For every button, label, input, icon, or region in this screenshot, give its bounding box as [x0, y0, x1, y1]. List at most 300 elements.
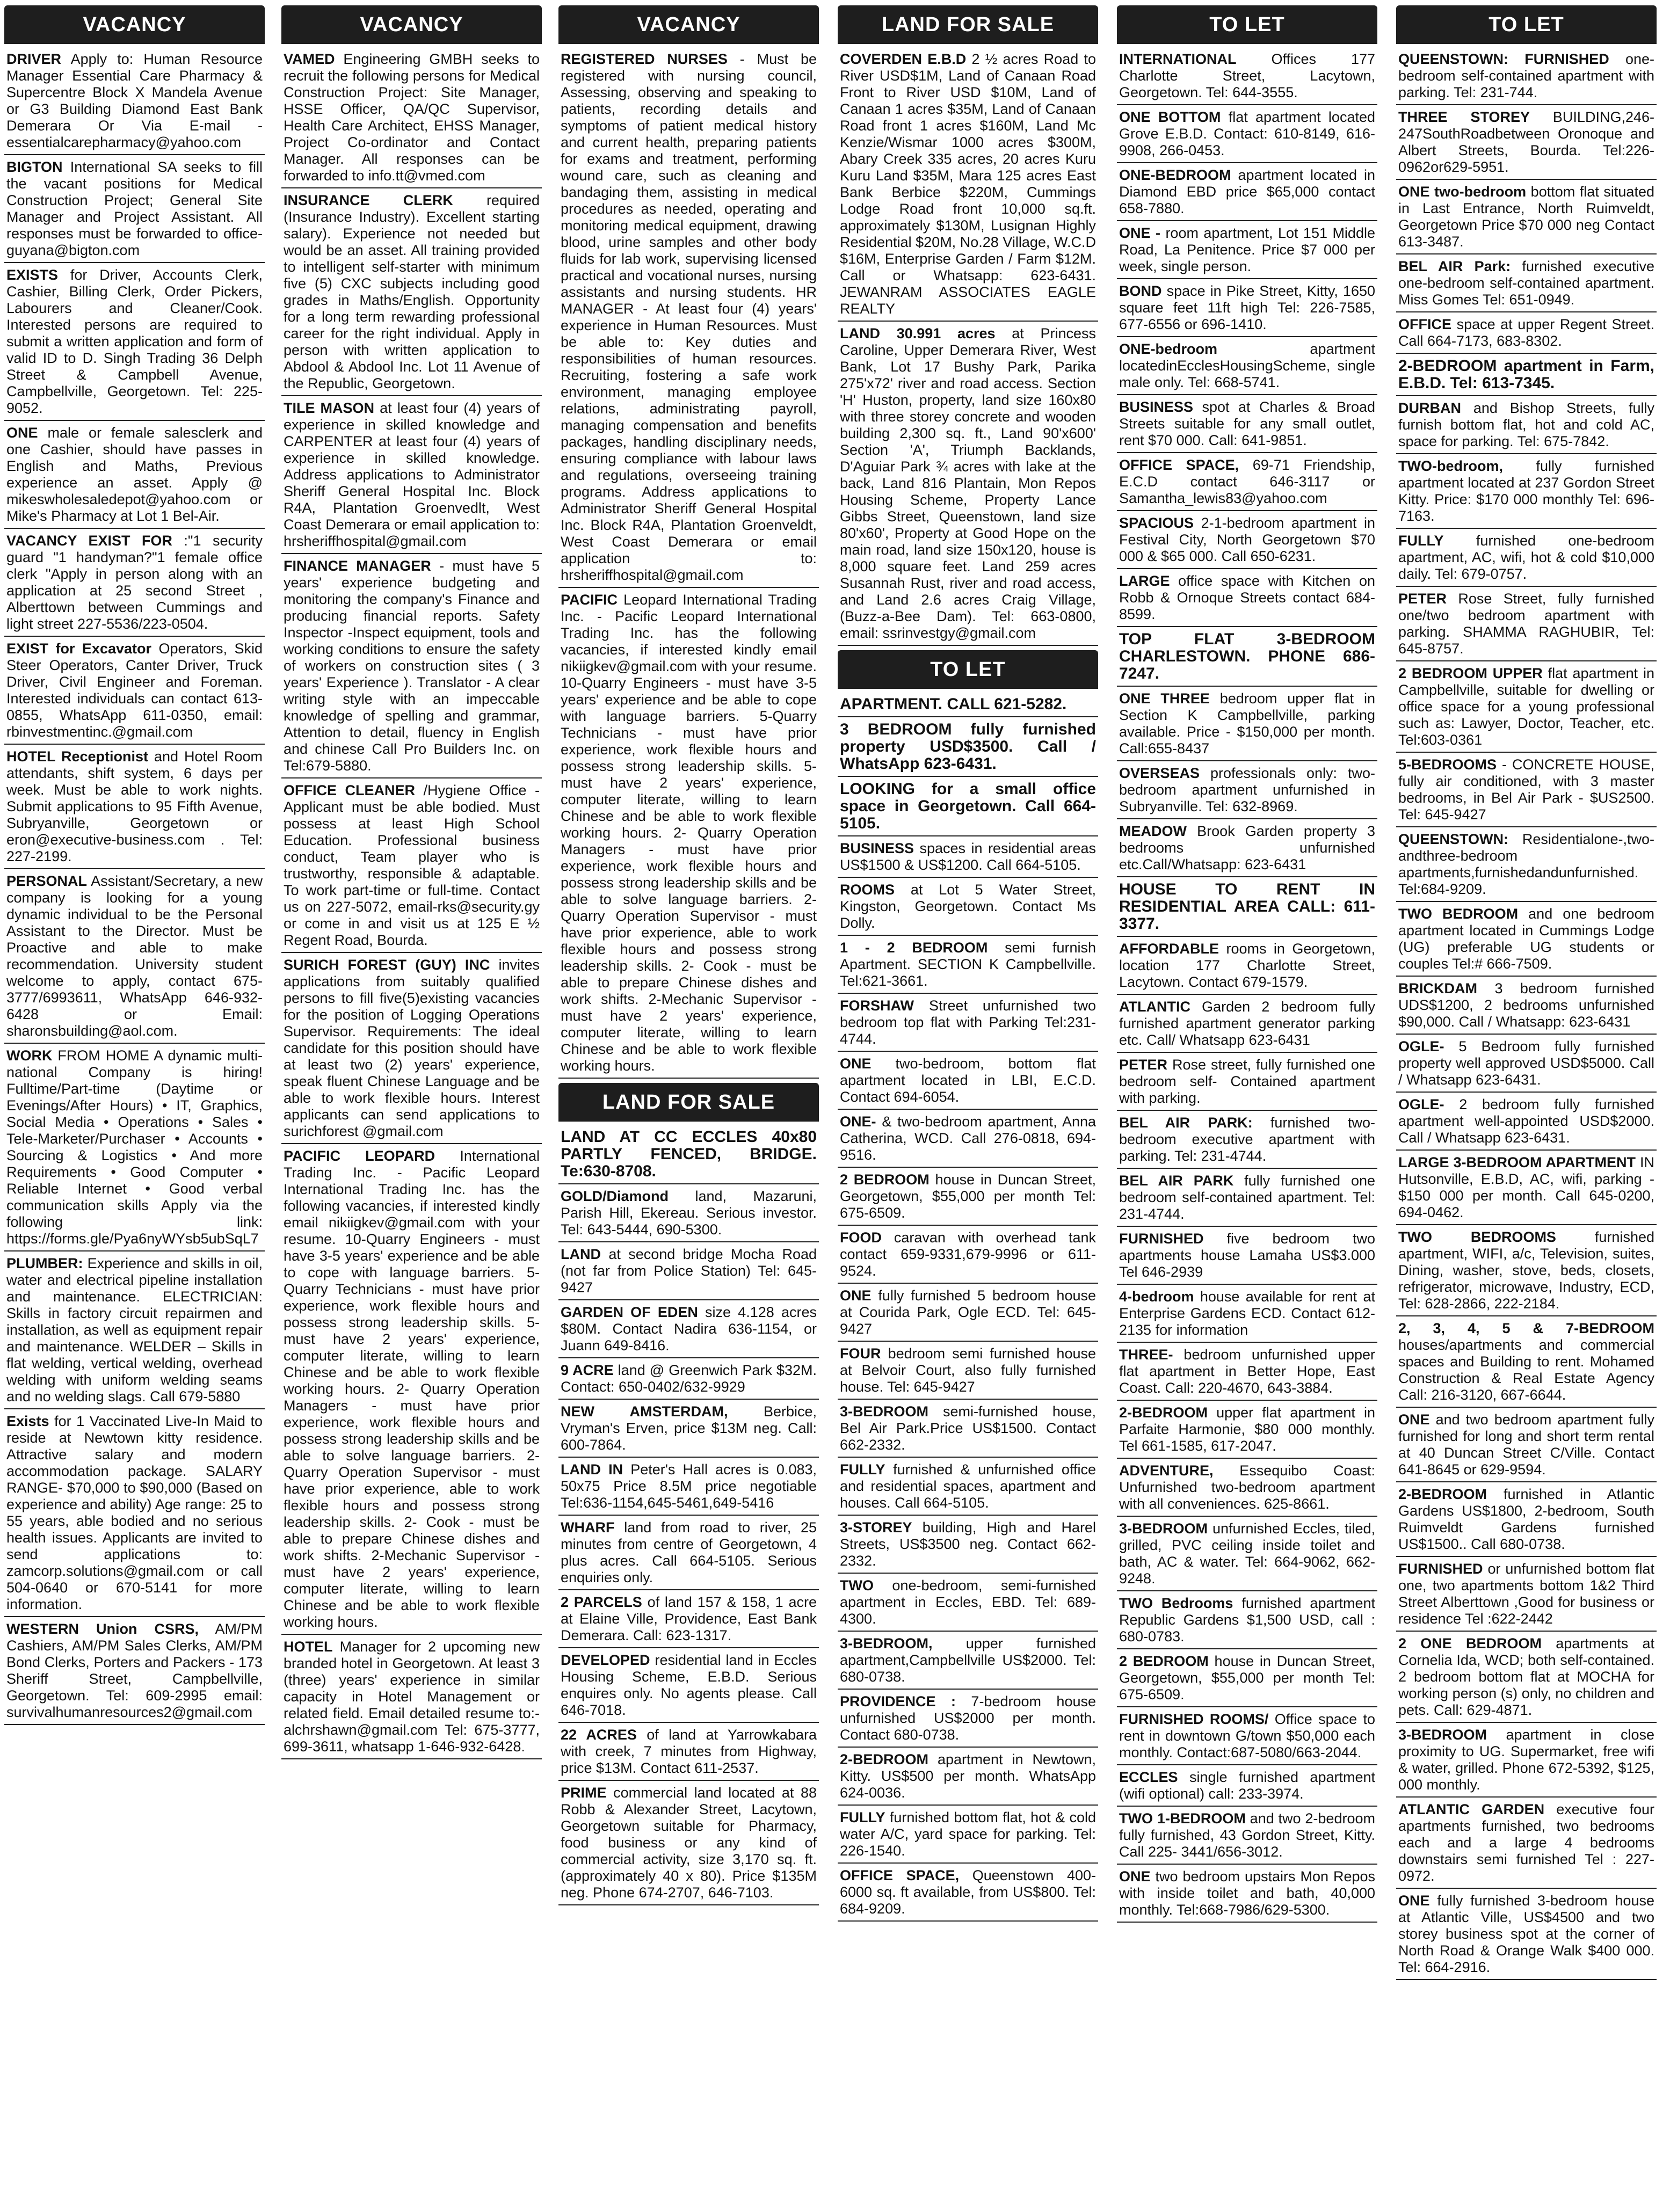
ad-lead: TWO Bedrooms [1119, 1595, 1233, 1611]
ad-text: /Hygiene Office - Applicant must be able bodied. Must possess at least High School Education. Professional business conduct, Team player who is trustworthy, responsible & adaptable. To work part-time or full-time. Contact us on 227-5072, email-rks@security.gy or come in and visit us at 125 E ½ Regent Road, Bourda. [284, 782, 540, 948]
ad-text: and Hotel Room attendants, shift system, 6 days per week. Must be able to work nights. Submit applications to 95 Fifth Avenue, Subryanville, Georgetown or eron@executive-business.com . Tel: 227-2199. [6, 748, 263, 864]
ad-text: at second bridge Mocha Road (not far from Police Station) Tel: 645-9427 [561, 1246, 817, 1296]
ad-text: invites applications from suitably qualified persons to fill five(5)existing vacancies for the position of Logging Operations Supervisor. Requirements: The ideal candidate for this position should have at least two (2) years' experience, speak fluent Chinese Language and be able to work flexible hours. Interest applicants can send applications to surichforest @gmail.com [284, 957, 540, 1139]
ad-text: Essequibo Coast: Unfurnished two-bedroom apartment with all conveniences. 625-8661. [1119, 1462, 1375, 1512]
ad-lead: DRIVER [6, 51, 62, 67]
ad-lead: 3-BEDROOM, [840, 1635, 933, 1651]
ad-text: professionals only: two-bedroom apartment unfurnished in Subryanville. Tel: 632-8969. [1119, 765, 1375, 814]
classified-ad [558, 1783, 819, 1905]
ad-text: bottom flat situated in Last Entrance, North Ruimveldt, Georgetown Price $70 000 neg Contact 613-3487. [1398, 184, 1654, 250]
ad-text: BUILDING,246-247SouthRoadbetween Oronoque and Albert Streets, Bourda. Tel:226-0962or629-5951. [1398, 109, 1654, 175]
classified-ad [4, 265, 265, 421]
classified-ad [558, 1650, 819, 1723]
ad-text: caravan with overhead tank contact 659-9331,679-9996 or 611-9524. [840, 1229, 1096, 1279]
ad-text: 69-71 Friendship, E.C.D contact 646-3117 or Samantha_lewis83@yahoo.com [1119, 457, 1375, 506]
classified-ad [1117, 397, 1377, 453]
ad-lead: PACIFIC LEOPARD [284, 1148, 435, 1164]
ad-lead: FURNISHED [1398, 1561, 1483, 1577]
ad-lead: HOTEL Receptionist [6, 748, 148, 765]
classified-ad [838, 1112, 1098, 1168]
ad-lead: BEL AIR PARK [1119, 1173, 1234, 1189]
ad-text: furnished in Atlantic Gardens US$1800, 2-bedroom, South Ruimveldt Gardens furnished US$1500.. Call 680-0738. [1398, 1486, 1654, 1552]
classified-ad [558, 1518, 819, 1590]
classified-ad [558, 1187, 819, 1242]
ad-lead: LAND IN [561, 1461, 623, 1478]
ad-lead: TOP FLAT 3-BEDROOM CHARLESTOWN. PHONE 686-7247. [1119, 630, 1375, 682]
classified-ad [838, 1634, 1098, 1690]
ad-text: spaces in residential areas US$1500 & US$1200. Call 664-5105. [840, 840, 1096, 873]
classified-ad [838, 880, 1098, 936]
classified-ad [1396, 979, 1657, 1035]
ad-text: furnished one-bedroom apartment, AC, wifi, hot & cold $10,000 daily. Tel: 679-0757. [1398, 533, 1654, 582]
section-header: TO LET [1396, 5, 1657, 44]
ad-text: and two 2-bedroom fully furnished, 43 Gordon Street, Kitty. Call 225- 3441/656-3012. [1119, 1810, 1375, 1860]
ad-lead: BUSINESS [1119, 399, 1194, 415]
classified-ad [4, 1411, 265, 1617]
ad-text: semi furnish Apartment. SECTION K Campbellville. Tel:621-3661. [840, 940, 1096, 989]
ad-lead: TWO BEDROOMS [1398, 1229, 1556, 1245]
classified-ad [1396, 356, 1657, 396]
classified-ad [1396, 182, 1657, 254]
classified-ad [1117, 281, 1377, 337]
classified-ad [838, 1750, 1098, 1806]
ad-text: Street unfurnished two bedroom top flat with Parking Tel:231-4744. [840, 998, 1096, 1047]
ad-text: building, High and Harel Streets, US$3500 neg. Contact 662-2332. [840, 1519, 1096, 1569]
ad-lead: EXIST for Excavator [6, 641, 151, 657]
ad-lead: INTERNATIONAL [1119, 51, 1237, 67]
ad-text: IN Hutsonville, E.B.D, AC, wifi, parking - $150 000 per month. Call 645-0200, 694-0462. [1398, 1154, 1654, 1220]
ad-lead: BEL AIR PARK: [1119, 1115, 1253, 1131]
classified-ad [838, 839, 1098, 878]
ad-text: executive four apartments furnished, two bedrooms each and a large 4 bedrooms downstairs semi furnished Tel : 227-0972. [1398, 1801, 1654, 1884]
ad-text: rooms in Georgetown, location 177 Charlotte Street, Lacytown. Contact 679-1579. [1119, 941, 1375, 990]
ad-text: :"1 security guard "1 handyman?"1 female office clerk "Apply in person along with an application at 25 second Street , Alberttown between Cummings and light street 227-5536/223-0504. [6, 533, 263, 632]
classified-ad [838, 779, 1098, 836]
ad-text: Residentialone-,two-andthree-bedroom apartments,furnishedandunfurnished. Tel:684-9209. [1398, 831, 1654, 897]
classified-ad [1396, 830, 1657, 902]
ad-text: land @ Greenwich Park $32M. Contact: 650-0402/632-9929 [561, 1362, 817, 1395]
ad-text: Peter's Hall acres is 0.083, 50x75 Price 8.5M price negotiable Tel:636-1154,645-5461,649-5416 [561, 1461, 817, 1511]
classified-ad [838, 1576, 1098, 1632]
ad-lead: FULLY [1398, 533, 1444, 549]
ad-text: residential land in Eccles Housing Scheme, E.B.D. Serious enquires only. No agents please. Call 646-7018. [561, 1652, 817, 1718]
ad-lead: QUEENSTOWN: FURNISHED [1398, 51, 1609, 67]
ad-text: - CONCRETE HOUSE, fully air conditioned, with 3 master bedrooms, in Bel Air Park - $US2500. Tel: 645-9427 [1398, 756, 1654, 823]
classified-ad [558, 1360, 819, 1400]
ad-text: Garden 2 bedroom fully furnished apartment generator parking etc. Call/ Whatsapp 623-6431 [1119, 999, 1375, 1048]
ad-text: size 4.128 acres $80M. Contact Nadira 636-1154, or Juann 649-8416. [561, 1304, 817, 1354]
ad-lead: 2 BEDROOM [840, 1172, 930, 1188]
classified-ad [4, 1046, 265, 1251]
classified-ad [1396, 1891, 1657, 1980]
ad-text: for 1 Vaccinated Live-In Maid to reside at Newtown kitty residence. Attractive salary and modern accommodation package. SALARY RANGE- $70,000 to $90,000 (Based on experience and ability) Age range: 25 to 55 years, able bodied and no serious health issues. Applicants are invited to send applications to: zamcorp.solutions@gmail.com or call 504-0640 or 670-5141 for more information. [6, 1413, 263, 1612]
ad-lead: 9 ACRE [561, 1362, 614, 1378]
ad-text: space in Pike Street, Kitty, 1650 square feet 11ft high Tel: 226-7585, 677-6556 or 696-1410. [1119, 283, 1375, 332]
classified-ad [281, 1637, 542, 1759]
ad-text: office space with Kitchen on Robb & Ornoque Streets contact 684-8599. [1119, 573, 1375, 622]
ad-lead: OFFICE SPACE, [1119, 457, 1239, 473]
ad-text: Queenstown 400-6000 sq. ft available, from US$800. Tel: 684-9209. [840, 1867, 1096, 1917]
classified-ad [558, 1402, 819, 1458]
ad-lead: PLUMBER: [6, 1255, 83, 1271]
ad-lead: FURNISHED ROOMS/ [1119, 1711, 1269, 1727]
section-header: TO LET [1117, 5, 1377, 44]
ad-text: house in Duncan Street, Georgetown, $55,000 per month Tel: 675-6509. [1119, 1653, 1375, 1702]
classified-ad [4, 157, 265, 263]
ad-lead: ROOMS [840, 882, 895, 898]
classified-ad [1117, 455, 1377, 511]
classified-ad [838, 1808, 1098, 1864]
ad-text: bedroom semi furnished house at Belvoir Court, also fully furnished house. Tel: 645-9427 [840, 1345, 1096, 1395]
classified-ad [1117, 1709, 1377, 1765]
ad-text: flat apartment located Grove E.B.D. Contact: 610-8149, 616-9908, 266-0453. [1119, 109, 1375, 158]
ad-lead: FINANCE MANAGER [284, 558, 431, 574]
ad-lead: ONE [1398, 1411, 1430, 1428]
ad-lead: FURNISHED [1119, 1231, 1204, 1247]
classified-ad [558, 590, 819, 1079]
ad-text: apartment located in Diamond EBD price $65,000 contact 658-7880. [1119, 167, 1375, 216]
classified-ad [1396, 904, 1657, 977]
ad-lead: HOUSE TO RENT IN RESIDENTIAL AREA CALL: 611-3377. [1119, 881, 1375, 933]
ad-text: two-bedroom, bottom flat apartment located in LBI, E.C.D. Contact 694-6054. [840, 1056, 1096, 1105]
classified-ad [1396, 1485, 1657, 1557]
classified-ad [281, 191, 542, 396]
ad-lead: LOOKING for a small office space in Georgetown. Call 664-5105. [840, 780, 1096, 832]
ad-lead: ONE [840, 1287, 872, 1304]
ad-text: Berbice, Vryman's Erven, price $13M neg. Call: 600-7864. [561, 1403, 817, 1453]
ad-lead: SURICH FOREST (GUY) INC [284, 957, 490, 973]
classified-ad [281, 955, 542, 1144]
classified-ad [1396, 398, 1657, 454]
ad-text: bedroom upper flat in Section K Campbellville, parking available. Price - $150,000 per month. Call:655-8437 [1119, 690, 1375, 756]
ad-text: 7-bedroom house unfurnished US$2000 per month. Contact 680-0738. [840, 1693, 1096, 1743]
ad-text: apartment in close proximity to UG. Supermarket, free wifi & water, grilled. Phone 672-5392, $125, 000 monthly. [1398, 1727, 1654, 1793]
ad-text: commercial land located at 88 Robb & Alexander Street, Lacytown, Georgetown suitable for Pharmacy, food business or any kind of commercial activity, size 3,170 sq. ft. (approximately 40 x 80). Price $135M neg. Phone 674-2707, 646-7103. [561, 1785, 817, 1901]
ad-lead: BEL AIR Park: [1398, 258, 1511, 274]
ad-text: and two bedroom apartment fully furnished for long and short term rental at 40 Duncan Street C/Ville. Contact 641-8645 or 629-9594. [1398, 1411, 1654, 1478]
ad-text: AM/PM Cashiers, AM/PM Sales Clerks, AM/PM Bond Clerks, Porters and Packers - 173 Sheriff Street, Campbellville, Georgetown. Tel: 609-2995 email: survivalhumanresources2@gmail.com [6, 1621, 263, 1720]
classified-ad [1117, 939, 1377, 995]
classified-ad [1117, 1171, 1377, 1227]
ad-lead: TWO 1-BEDROOM [1119, 1810, 1246, 1827]
ad-lead: ONE BOTTOM [1119, 109, 1221, 125]
ad-lead: PETER [1398, 591, 1447, 607]
ad-text: Offices 177 Charlotte Street, Lacytown, Georgetown. Tel: 644-3555. [1119, 51, 1375, 100]
ad-lead: FOUR [840, 1345, 881, 1362]
ad-lead: GOLD/Diamond [561, 1188, 669, 1204]
classified-ad [1117, 997, 1377, 1053]
classified-ad [1396, 1410, 1657, 1482]
ad-text: fully furnished 3-bedroom house at Atlantic Ville, US$4500 and two storey business spot at the corner of North Road & Orange Walk $400 000. Tel: 664-2916. [1398, 1893, 1654, 1975]
ad-text: flat apartment in Campbellville, suitable for dwelling or office space for a young professional such as: Lawyer, Doctor, Teacher, etc. Tel:603-0361 [1398, 665, 1654, 748]
classified-ad [838, 1518, 1098, 1574]
classified-ad [1396, 456, 1657, 529]
ad-lead: ATLANTIC GARDEN [1398, 1801, 1545, 1817]
ad-lead: 2 BEDROOM UPPER [1398, 665, 1543, 681]
classified-ad [1117, 1113, 1377, 1169]
ad-text: International Trading Inc. - Pacific Leopard International Trading Inc. has the following vacancies, if interested kindly email nikiigkev@gmail.com with your resume. 10-Quarry Engineers - must have 3-5 years' experience and be able to cope with language barriers. 5-Quarry Technicians - must have prior experience, work flexible hours and possess strong leadership skills. 5-must have 2 years' experience, computer literate, willing to learn Chinese and be able to work flexible working hours. 2- Quarry Operation Managers - must have prior experience, work flexible hours and possess strong leadership skills and be able to solve language barriers. 2- Quarry Operation Supervisor - must have prior experience, able to work flexible hours and possess strong leadership skills. 2- Cook - must be able to prepare Chinese dishes and work shifts. 2-Mechanic Supervisor - must have 2 years' experience, computer literate, willing to learn Chinese and be able to work flexible working hours. [284, 1148, 540, 1630]
classified-ad [1396, 1037, 1657, 1093]
ad-text: one-bedroom, semi-furnished apartment in Eccles, EBD. Tel: 689-4300. [840, 1577, 1096, 1627]
ad-lead: FORSHAW [840, 998, 914, 1014]
ad-lead: LARGE [1119, 573, 1170, 589]
classified-ad [1117, 1055, 1377, 1111]
ad-lead: OFFICE SPACE, [840, 1867, 960, 1883]
ad-lead: WHARF [561, 1519, 615, 1536]
classified-ad [1117, 1767, 1377, 1807]
classified-ad [1396, 257, 1657, 312]
ad-lead: 3-BEDROOM [840, 1403, 929, 1420]
classified-ad [1117, 629, 1377, 687]
ad-lead: 2-BEDROOM [1398, 1486, 1487, 1502]
ad-lead: 2-BEDROOM apartment in Farm, E.B.D. Tel: 613-7345. [1398, 357, 1654, 392]
classified-ad [4, 423, 265, 529]
ad-lead: PRIME [561, 1785, 607, 1801]
classified-ad [558, 1592, 819, 1648]
classified-ad [1117, 1287, 1377, 1343]
ad-text: 2-1-bedroom apartment in Festival City, North Georgetown $70 000 & $65 000. Call 650-6231. [1119, 515, 1375, 564]
ad-text: furnished apartment, WIFI, a/c, Television, suites, Dining, washer, stove, beds, closets, refrigerator, microwave, Industry, ECD, Tel: 628-2866, 222-2184. [1398, 1229, 1654, 1312]
ad-lead: WORK [6, 1047, 53, 1064]
ad-text: upper furnished apartment,Campbellville US$2000. Tel: 680-0738. [840, 1635, 1096, 1685]
ad-lead: APARTMENT. CALL 621-5282. [840, 695, 1067, 713]
ad-text: room apartment, Lot 151 Middle Road, La Penitence. Price $7 000 per week, single person. [1119, 225, 1375, 274]
ad-lead: ONE [840, 1056, 872, 1072]
classified-ad [4, 49, 265, 155]
ad-text: Office space to rent in downtown G/town $50,000 each monthly. Contact:687-5080/663-2044. [1119, 1711, 1375, 1760]
ad-text: & two-bedroom apartment, Anna Catherina, WCD. Call 276-0818, 694-9516. [840, 1114, 1096, 1163]
ad-lead: MEADOW [1119, 823, 1187, 839]
ad-lead: LAND [561, 1246, 601, 1262]
classified-ad [1396, 315, 1657, 354]
ad-lead: ONE [1119, 1868, 1151, 1884]
classified-ad [1396, 1227, 1657, 1316]
classified-ad [1117, 513, 1377, 569]
ad-text: of land 157 & 158, 1 acre at Elaine Ville, Providence, East Bank Demerara. Call: 623-1317. [561, 1594, 817, 1643]
classified-ad [281, 556, 542, 778]
ad-lead: 3-STOREY [840, 1519, 912, 1536]
classified-ad [1117, 821, 1377, 877]
section-header: LAND FOR SALE [838, 5, 1098, 44]
ad-lead: THREE- [1119, 1347, 1173, 1363]
classified-ad [1117, 1651, 1377, 1707]
ad-lead: 4-bedroom [1119, 1289, 1194, 1305]
column-1 [4, 5, 265, 2207]
classified-ad [1117, 1345, 1377, 1401]
ad-lead: 22 ACRES [561, 1727, 637, 1743]
ad-lead: ONE [6, 425, 38, 441]
ad-lead: PACIFIC [561, 592, 618, 608]
ad-lead: TILE MASON [284, 400, 375, 416]
classified-ad [838, 1286, 1098, 1342]
ad-text: 2 ½ acres Road to River USD$1M, Land of Canaan Road Front to River USD $10M, Land of Canaan 1 acres $35M, Land of Canaan Road front 1 acres $160M, Land Mc Kenzie/Wismar 1000 acres $300M, Abary Creek 335 acres, 20 acres Kuru Kuru Land $35M, Mara 125 acres East Bank Berbice $220M, Cummings Lodge Road front 10,000 sq.ft. approximately $130M, Lusignan Highly Residential $20M, No.28 Village, W.C.D $16M, Enterprise Garden / Farm $12M. Call or Whatsapp: 623-6431. JEWANRAM ASSOCIATES EAGLE REALTY [840, 51, 1096, 317]
classified-ad [1117, 689, 1377, 761]
ad-text: houses/apartments and commercial spaces and Building to rent. Mohamed Construction & Real Estate Agency Call: 216-3120, 667-6644. [1398, 1337, 1654, 1403]
ad-lead: PETER [1119, 1057, 1168, 1073]
ad-text: FROM HOME A dynamic multi-national Company is hiring! Fulltime/Part-time (Daytime or Evenings/After Hours) • IT, Graphics, Social Media • Operations • Sales • Tele-Marketer/Purchaser • Accounts • Sourcing & Logistics • And more Requirements • Good Computer • Reliable Internet • Good verbal communication skills Apply via the following link: https://forms.gle/Pya6nyWYsb5ubSqL7 [6, 1047, 263, 1247]
ad-text: apartments at Cornelia Ida, WCD; both self-contained. 2 bedroom bottom flat at MOCHA for working person (s) only, no children and pets. Call: 629-4871. [1398, 1635, 1654, 1718]
ad-text: and one bedroom apartment located in Cummings Lodge (UG) preferable UG students or couples Tel:# 666-7509. [1398, 906, 1654, 972]
ad-text: two bedroom upstairs Mon Repos with inside toilet and bath, 40,000 monthly. Tel:668-7986/629-5300. [1119, 1868, 1375, 1918]
classified-ad [1396, 1319, 1657, 1408]
ad-lead: GARDEN OF EDEN [561, 1304, 698, 1320]
ad-text: single furnished apartment (wifi optional) call: 233-3974. [1119, 1769, 1375, 1802]
classified-ad [838, 938, 1098, 994]
ad-lead: INSURANCE CLERK [284, 192, 453, 208]
classified-ad [1117, 763, 1377, 819]
classified-ad [1396, 107, 1657, 180]
classified-ad [838, 1402, 1098, 1458]
classified-ad [281, 781, 542, 953]
ad-lead: ONE [1398, 1893, 1430, 1909]
ad-lead: ONE- [840, 1114, 876, 1130]
ad-lead: PERSONAL [6, 873, 88, 889]
classified-ad [1396, 589, 1657, 661]
column-4 [838, 5, 1098, 2207]
ad-lead: 3-BEDROOM [1398, 1727, 1487, 1743]
classified-ad [1396, 1559, 1657, 1632]
ad-lead: ONE-BEDROOM [1119, 167, 1231, 183]
ad-text: 3 bedroom furnished UDS$1200, 2 bedrooms unfurnished $90,000. Call / Whatsapp: 623-6431 [1398, 980, 1654, 1030]
classified-ad [1117, 879, 1377, 937]
ad-lead: 2-BEDROOM [840, 1751, 929, 1767]
ad-text: space at upper Regent Street. Call 664-7173, 683-8302. [1398, 316, 1654, 349]
ad-lead: FULLY [840, 1809, 885, 1825]
classified-ad [838, 996, 1098, 1052]
ad-lead: BUSINESS [840, 840, 914, 856]
ad-lead: VACANCY EXIST FOR [6, 533, 172, 549]
classified-ad [1396, 1800, 1657, 1889]
ad-lead: ADVENTURE, [1119, 1462, 1214, 1479]
ad-lead: OGLE- [1398, 1038, 1444, 1054]
ad-text: at Lot 5 Water Street, Kingston, Georgetown. Contact Ms Dolly. [840, 882, 1096, 931]
classified-ad [1117, 1461, 1377, 1517]
classified-ad [838, 694, 1098, 717]
ad-text: unfurnished Eccles, tiled, grilled, PVC ceiling inside toilet and bath, AC & water. Tel: 664-9062, 662-9248. [1119, 1520, 1375, 1587]
ad-text: Apply to: Human Resource Manager Essential Care Pharmacy & Supercentre Block X Mandela Avenue or G3 Building Diamond East Bank Demerara Or Via E-mail - essentialcarepharmacy@yahoo.com [6, 51, 263, 150]
ad-lead: OGLE- [1398, 1096, 1444, 1112]
classified-ad [1117, 1229, 1377, 1285]
ad-lead: DEVELOPED [561, 1652, 650, 1668]
ad-text: Brook Garden property 3 bedrooms unfurnished etc.Call/Whatsapp: 623-6431 [1119, 823, 1375, 872]
ad-text: required (Insurance Industry). Excellent starting salary). Experience not needed but would be an asset. All training provided to intelligent self-starter with minimum five (5) CXC subjects including good grades in Maths/English. Opportunity for a long term rewarding professional career for the right individual. Apply in person with written application to Abdool & Abdool Inc. Lot 11 Avenue of the Republic, Georgetown. [284, 192, 540, 391]
ad-text: Experience and skills in oil, water and electrical pipeline installation and maintenance. ELECTRICIAN: Skills in factory circuit repairmen and installation, as well as equipment repair and maintenance. WELDER – Skills in flat welding, vertical welding, overhead welding with uniform welding seams and no welding slags. Call 679-5880 [6, 1255, 263, 1405]
classified-ad [558, 1725, 819, 1781]
classified-ad [1396, 755, 1657, 827]
ad-lead: LARGE 3-BEDROOM APARTMENT [1398, 1154, 1636, 1170]
classified-ad [1396, 1634, 1657, 1723]
ad-text: fully furnished apartment located at 237 Gordon Street Kitty. Price: $170 000 monthly Tel: 696-7163. [1398, 458, 1654, 524]
ad-text: at Princess Caroline, Upper Demerara River, West Bank, Lot 17 Bushy Park, Parika 275'x72' river and road access. Section 'H' Huston, property, land size 160x80 with three storey concrete and wooden building 2,300 sq. ft., Land 90'x600' Section 'A', Triumph Backlands, D'Aguiar Park ¾ acres with lake at the back, Land 816 Plantain, Mon Repos Housing Scheme, Property Lance Gibbs Street, Queenstown, land size 80'x60', Property at Good Hope on the main road, land size 150x120, house is 8,000 square feet. Land 259 acres Susannah Rust, river and road access, and Land 2.6 acres Craig Village, (Buzz-a-Bee Dam). Tel: 663-0800, email: ssrinvestgy@gmail.com [840, 325, 1096, 641]
classified-ad [558, 1245, 819, 1300]
section-header: VACANCY [4, 5, 265, 44]
ad-text: furnished two-bedroom executive apartment with parking. Tel: 231-4744. [1119, 1115, 1375, 1164]
classified-ad [838, 1692, 1098, 1748]
ad-lead: BIGTON [6, 159, 63, 175]
classified-ad [281, 1146, 542, 1635]
ad-lead: TWO BEDROOM [1398, 906, 1519, 922]
ad-lead: NEW AMSTERDAM, [561, 1403, 728, 1420]
ad-lead: OVERSEAS [1119, 765, 1200, 781]
ad-lead: ONE - [1119, 225, 1160, 241]
ad-text: male or female salesclerk and one Cashier, should have passes in English and Maths, Previous experience an asset. Apply @ mikeswholesaledepot@yahoo.com or Mike's Pharmacy at Lot 1 Bel-Air. [6, 425, 263, 524]
ad-lead: ONE two-bedroom [1398, 184, 1527, 200]
ad-text: and Bishop Streets, fully furnish bottom flat, hot and cold AC, space for parking. Tel: 675-7842. [1398, 400, 1654, 449]
ad-lead: 2-BEDROOM [1119, 1405, 1208, 1421]
ad-text: furnished apartment Republic Gardens $1,500 USD, call : 680-0783. [1119, 1595, 1375, 1645]
ad-text: house available for rent at Enterprise Gardens ECD. Contact 612-2135 for information [1119, 1289, 1375, 1338]
ad-lead: HOTEL [284, 1639, 333, 1655]
ad-text: - must have 5 years' experience budgeting and monitoring the company's Finance and producing financial reports. Safety Inspector -Inspect equipment, tools and working conditions to ensure the safety of workers on construction sites ( 3 years' Experience ). Translator - A clear writing style with an impeccable knowledge of spelling and grammar, Attention to detail, fluency in English and chinese Call Pro Builders Inc. on Tel:679-5880. [284, 558, 540, 774]
column-2 [281, 5, 542, 2207]
classified-ad [1117, 1593, 1377, 1649]
classified-ad [4, 1254, 265, 1409]
ad-lead: OFFICE [1398, 316, 1451, 332]
ad-lead: QUEENSTOWN: [1398, 831, 1509, 847]
ad-text: upper flat apartment in Parfaite Harmonie, $80 000 monthly. Tel 661-1585, 617-2047. [1119, 1405, 1375, 1454]
ad-lead: COVERDEN E.B.D [840, 51, 967, 67]
ad-lead: ONE-bedroom [1119, 341, 1218, 357]
classified-ad [1117, 339, 1377, 395]
ad-text: Operators, Skid Steer Operators, Canter Driver, Truck Driver, Civil Engineer and Foreman. Interested individuals can contact 613-0855, WhatsApp 611-0350, email: rbinvestmentinc.@gmail.com [6, 641, 263, 740]
classified-ad [1117, 571, 1377, 627]
ad-text: Engineering GMBH seeks to recruit the following persons for Medical Construction Project: Site Manager, HSSE Officer, QA/QC Supervisor, Health Care Architect, EHSS Manager, Project Co-ordinator and Contact Manager. All responses can be forwarded to info.tt@vmed.com [284, 51, 540, 184]
ad-lead: Exists [6, 1413, 49, 1429]
ad-lead: AFFORDABLE [1119, 941, 1219, 957]
ad-text: Leopard International Trading Inc. - Pacific Leopard International Trading Inc. has the following vacancies, if interested kindly email nikiigkev@gmail.com with your resume. 10-Quarry Engineers - must have 3-5 years' experience and be able to cope with language barriers. 5-Quarry Technicians - must have prior experience, work flexible hours and possess strong leadership skills. 5-must have 2 years' experience, computer literate, willing to learn Chinese and be able to work flexible working hours. 2- Quarry Operation Managers - must have prior experience, work flexible hours and possess strong leadership skills and be able to solve language barriers. 2- Quarry Operation Supervisor - must have prior experience, able to work flexible hours and possess strong leadership skills. 2- Cook - must be able to prepare Chinese dishes and work shifts. 2-Mechanic Supervisor - must have 2 years' experience, computer literate, willing to learn Chinese and be able to work flexible working hours. [561, 592, 817, 1074]
column-6 [1396, 5, 1657, 2207]
ad-text: fully furnished one bedroom self-contained apartment. Tel: 231-4744. [1119, 1173, 1375, 1222]
ad-lead: BOND [1119, 283, 1162, 299]
ad-lead: REGISTERED NURSES [561, 51, 728, 67]
classified-ad [1117, 107, 1377, 163]
ad-text: land, Mazaruni, Parish Hill, Ekereau. Serious investor. Tel: 643-5444, 690-5300. [561, 1188, 817, 1238]
classified-ad [1396, 1725, 1657, 1798]
classified-ad [1117, 1403, 1377, 1459]
ad-lead: LAND 30.991 acres [840, 325, 996, 341]
ad-lead: ONE THREE [1119, 690, 1210, 707]
ad-lead: TWO [840, 1577, 874, 1593]
classified-ad [1117, 165, 1377, 221]
ad-lead: ATLANTIC [1119, 999, 1190, 1015]
classified-ad [1396, 664, 1657, 753]
classified-ad [838, 1228, 1098, 1284]
ad-lead: THREE STOREY [1398, 109, 1530, 125]
classified-ad [1396, 49, 1657, 105]
ad-text: furnished executive one-bedroom self-contained apartment. Miss Gomes Tel: 651-0949. [1398, 258, 1654, 308]
ad-lead: EXISTS [6, 267, 59, 283]
ad-text: five bedroom two apartments house Lamaha US$3.000 Tel 646-2939 [1119, 1231, 1375, 1280]
classified-ad [838, 1344, 1098, 1400]
ad-text: furnished & unfurnished office and residential spaces, apartment and houses. Call 664-5105. [840, 1461, 1096, 1511]
classified-ad [838, 49, 1098, 322]
ad-lead: SPACIOUS [1119, 515, 1194, 531]
ad-lead: TWO-bedroom, [1398, 458, 1503, 474]
classified-ad [558, 1127, 819, 1184]
ad-text: one-bedroom self-contained apartment with parking. Tel: 231-744. [1398, 51, 1654, 100]
classified-ad [558, 1460, 819, 1516]
classified-ad [4, 1619, 265, 1725]
ad-lead: 2 BEDROOM [1119, 1653, 1209, 1669]
ad-lead: OFFICE CLEANER [284, 782, 415, 798]
ad-lead: PROVIDENCE : [840, 1693, 956, 1709]
classified-ad [1117, 1867, 1377, 1923]
classified-ad [4, 871, 265, 1044]
ad-lead: BRICKDAM [1398, 980, 1477, 996]
classified-ad [1117, 1519, 1377, 1591]
ad-text: Rose Street, fully furnished one/two bedroom apartment with parking. SHAMMA RAGHUBIR, Tel: 645-8757. [1398, 591, 1654, 657]
column-3 [558, 5, 819, 2207]
